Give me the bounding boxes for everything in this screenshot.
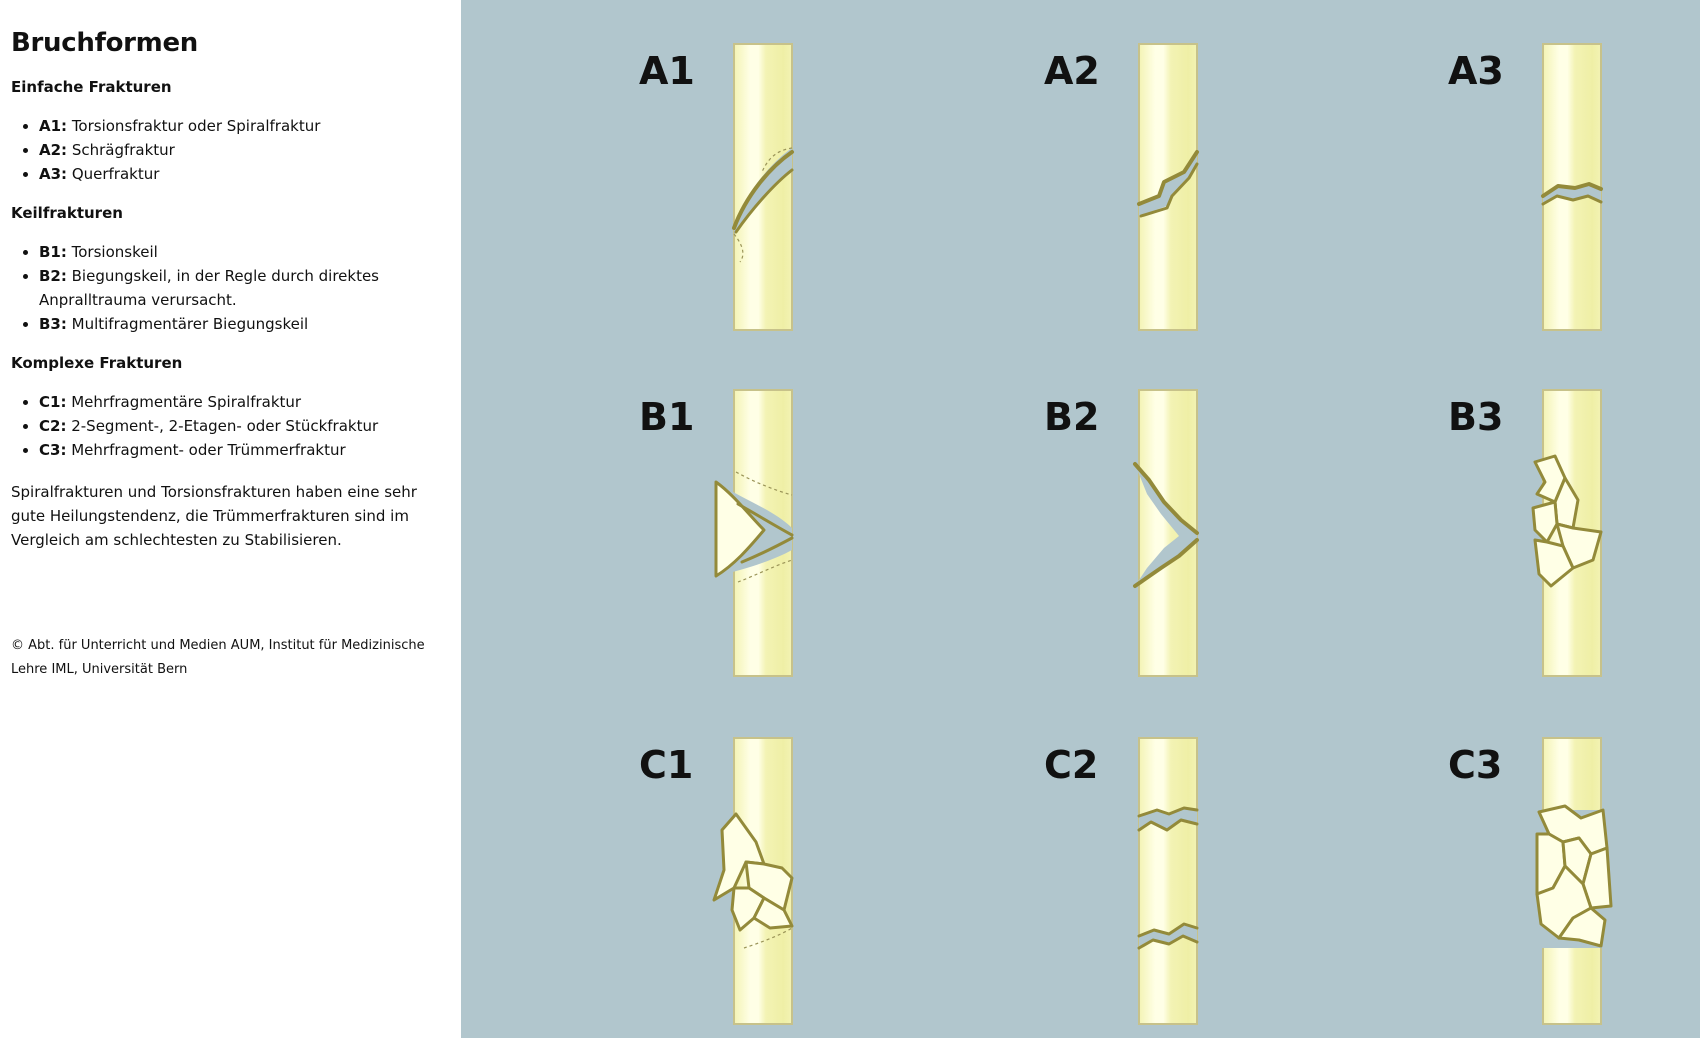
item-text: Multifragmentärer Biegungskeil <box>66 315 309 333</box>
panel-label: C2 <box>1044 743 1099 787</box>
item-code: B3: <box>39 315 67 333</box>
item-text: Torsionskeil <box>66 243 158 261</box>
fracture-diagram-panel <box>461 0 1700 1038</box>
item-code: C2: <box>39 417 67 435</box>
section-heading-wedge: Keilfrakturen <box>11 204 123 222</box>
list-item <box>39 264 450 312</box>
page-title: Bruchformen <box>11 28 199 58</box>
panel-label: A1 <box>639 49 695 93</box>
panel-label: A3 <box>1448 49 1504 93</box>
fracture-panel-c3 <box>1448 738 1611 1024</box>
item-text: 2-Segment-, 2-Etagen- oder Stückfraktur <box>66 417 379 435</box>
list-item <box>39 240 450 264</box>
item-code: A2: <box>39 141 68 159</box>
list-item <box>39 138 450 162</box>
fracture-panel-c1 <box>639 738 792 1024</box>
list-item <box>39 414 450 438</box>
item-text: Mehrfragment- oder Trümmerfraktur <box>66 441 346 459</box>
list-item <box>39 162 450 186</box>
healing-note: Spiralfrakturen und Torsionsfrakturen haben eine sehr gute Heilungstendenz, die Trümmerfrakturen sind im Vergleich am schlechtesten zu Stabilisieren. <box>11 483 417 549</box>
item-text: Schrägfraktur <box>67 141 175 159</box>
item-code: C1: <box>39 393 67 411</box>
panel-label: C1 <box>639 743 694 787</box>
bone-segment <box>1139 738 1197 1024</box>
text-panel <box>0 0 461 1038</box>
list-item <box>39 390 450 414</box>
fracture-panel-b1 <box>639 390 792 676</box>
list-item <box>39 438 450 462</box>
panel-label: A2 <box>1044 49 1100 93</box>
fracture-panel-b3 <box>1448 390 1601 676</box>
panel-label: B3 <box>1448 395 1504 439</box>
item-text: Mehrfragmentäre Spiralfraktur <box>66 393 302 411</box>
item-code: A1: <box>39 117 68 135</box>
item-code: C3: <box>39 441 67 459</box>
fracture-diagram <box>461 0 1700 1038</box>
copyright-credit: © Abt. für Unterricht und Medien AUM, Institut für Medizinische Lehre IML, Universität Bern <box>11 638 425 677</box>
panel-label: B2 <box>1044 395 1100 439</box>
panel-label: C3 <box>1448 743 1503 787</box>
item-code: B1: <box>39 243 67 261</box>
list-complex-fractures <box>11 390 450 462</box>
fracture-panel-b2 <box>1044 390 1197 676</box>
item-text: Biegungskeil, in der Regle durch direktes Anpralltrauma verursacht. <box>39 267 379 309</box>
item-text: Torsionsfraktur oder Spiralfraktur <box>67 117 321 135</box>
fracture-panel-a1 <box>639 44 792 330</box>
item-text: Querfraktur <box>67 165 160 183</box>
list-item <box>39 114 450 138</box>
fracture-panel-a2 <box>1044 44 1197 330</box>
item-code: B2: <box>39 267 67 285</box>
list-simple-fractures <box>11 114 450 186</box>
fracture-panel-a3 <box>1448 44 1601 330</box>
list-wedge-fractures <box>11 240 450 336</box>
item-code: A3: <box>39 165 68 183</box>
section-heading-complex: Komplexe Frakturen <box>11 354 183 372</box>
list-item <box>39 312 450 336</box>
fracture-panel-c2 <box>1044 738 1197 1024</box>
panel-label: B1 <box>639 395 695 439</box>
section-heading-simple: Einfache Frakturen <box>11 78 172 96</box>
